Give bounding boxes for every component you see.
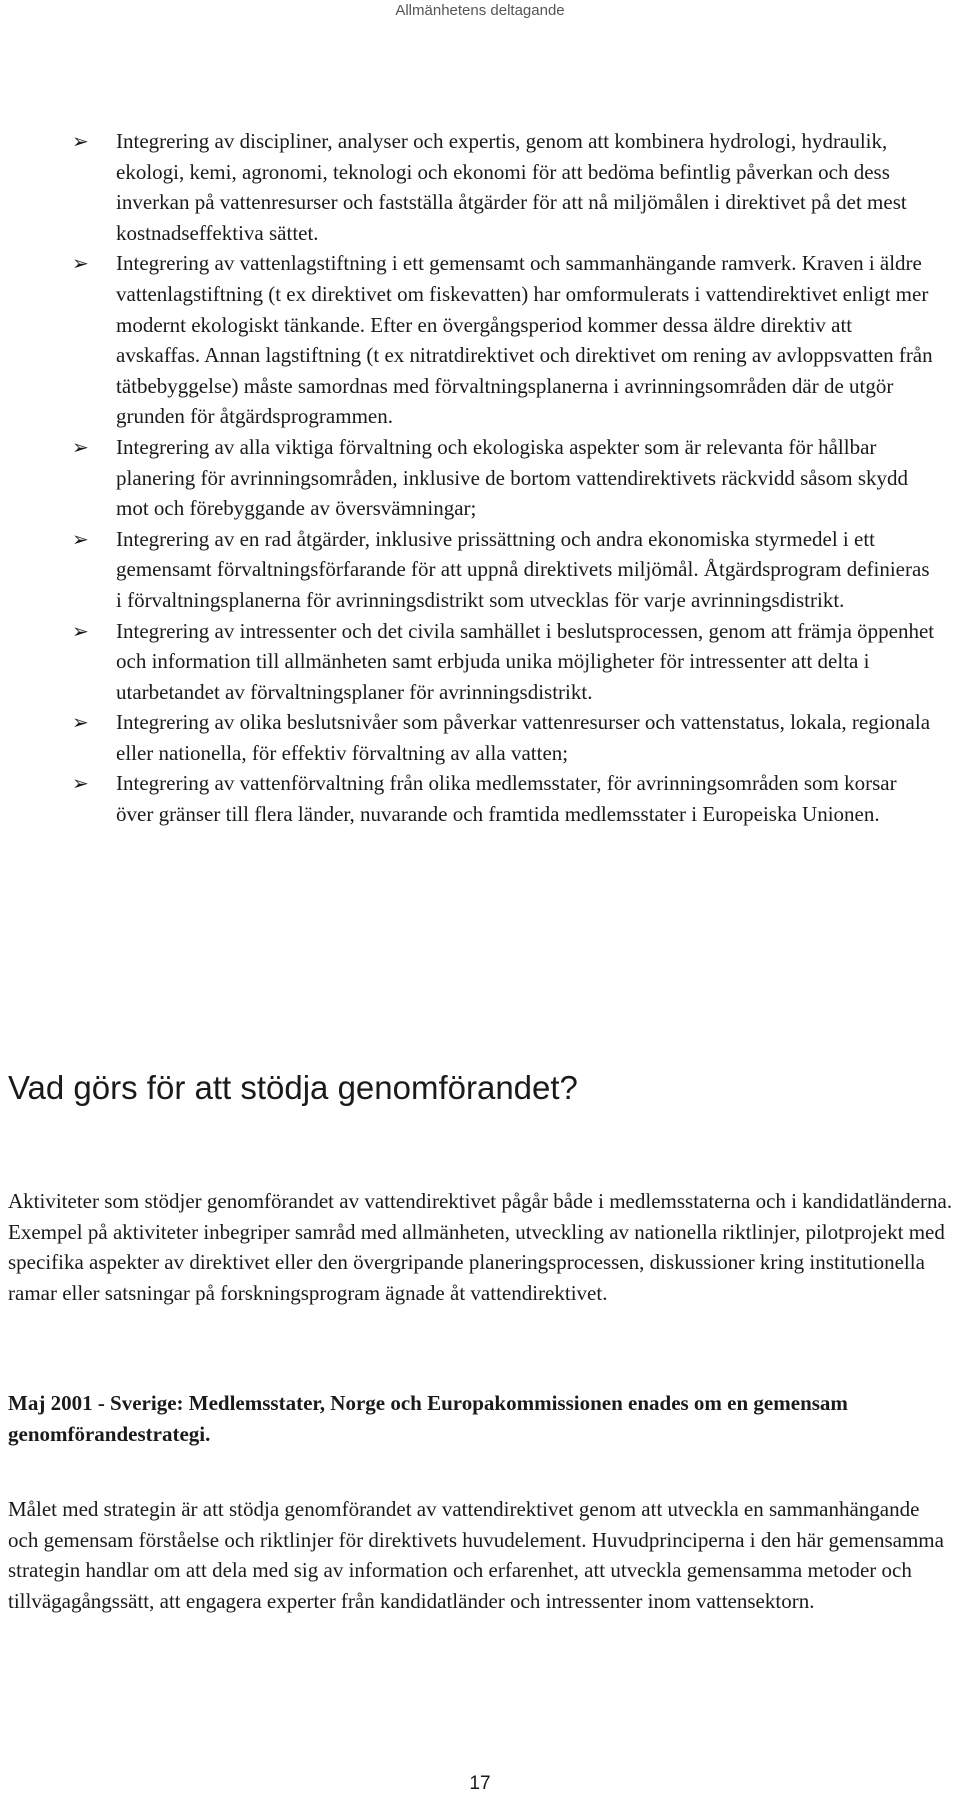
bullet-text: Integrering av vattenförvaltning från olika medlemsstater, för avrinningsområden som korsar över gränser till flera länder, nuvarande och framtida medlemsstater i Europeiska Unionen. xyxy=(116,771,897,827)
activities-paragraph: Aktiviteter som stödjer genomförandet av vattendirektivet pågår både i medlemsstaterna och i kandidatländerna. Exempel på aktiviteter inbegriper samråd med allmänheten, utveckling av nationella riktlinjer, pilotprojekt med specifika aspekter av direktivet eller den övergripande planeringsprocessen, diskussioner kring institutionella ramar eller satsningar på forskningsprogram ägnade åt vattendirektivet. xyxy=(8,1189,953,1305)
arrowhead-icon: ➢ xyxy=(72,129,89,153)
bullet-text: Integrering av vattenlagstiftning i ett gemensamt och sammanhängande ramverk. Kraven i äldre vattenlagstiftning (t ex direktivet om fiskevatten) har omformulerats i vattendirektivet enligt mer modernt ekologiskt tänkande. Efter en övergångsperiod kommer dessa äldre direktiv att avskaffas. Annan lagstiftning (t ex nitratdirektivet och direktivet om rening av avloppsvatten från tätbebyggelse) måste samordnas med förvaltningsplanerna i avrinningsområden där de utgör grunden för åtgärdsprogrammen. xyxy=(116,251,933,429)
bullet-text: Integrering av olika beslutsnivåer som påverkar vattenresurser och vattenstatus, lokala, regionala eller nationella, för effektiv förvaltning av alla vatten; xyxy=(116,710,931,765)
arrowhead-icon: ➢ xyxy=(72,526,89,551)
strategy-subheading: Maj 2001 - Sverige: Medlemsstater, Norge och Europakommissionen enades om en gemensam genomförandestrategi. xyxy=(8,1391,848,1446)
bullet-text: Integrering av discipliner, analyser och expertis, genom att kombinera hydrologi, hydraulik, ekologi, kemi, agronomi, teknologi och ekonomi för att bedöma befintlig påverkan och dess inverkan på vattenresurser och fastställa åtgärder för att nå miljömålen i direktivet på det mest kostnadseffektiva sättet. xyxy=(116,129,907,245)
arrowhead-icon: ➢ xyxy=(72,771,89,796)
running-header: Allmänhetens deltagande xyxy=(395,2,565,19)
bullet-item xyxy=(72,616,936,708)
page-number: 17 xyxy=(469,1773,491,1794)
bullet-item xyxy=(72,768,936,829)
arrowhead-icon: ➢ xyxy=(72,251,89,276)
arrowhead-icon: ➢ xyxy=(72,434,89,459)
bullet-item xyxy=(72,432,936,524)
strategy-paragraph: Målet med strategin är att stödja genomförandet av vattendirektivet genom att utveckla en sammanhängande och gemensam förståelse och riktlinjer för direktivets huvudelement. Huvudprinciperna i den här gemensamma strategin handlar om att dela med sig av information och erfarenhet, att utveckla gemensamma metoder och tillvägagångssätt, att engagera experter från kandidatländer och intressenter inom vattensektorn. xyxy=(8,1497,944,1613)
arrowhead-icon: ➢ xyxy=(72,710,89,735)
integration-bullet-list xyxy=(72,126,936,830)
bullet-item xyxy=(72,126,936,248)
bullet-text: Integrering av alla viktiga förvaltning och ekologiska aspekter som är relevanta för hållbar planering för avrinningsområden, inklusive de bortom vattendirektivets räckvidd såsom skydd mot och förebyggande av översvämningar; xyxy=(116,434,908,521)
bullet-text: Integrering av en rad åtgärder, inklusive prissättning och andra ekonomiska styrmedel i ett gemensamt förvaltningsförfarande för att uppnå direktivets miljömål. Åtgärdsprogram definieras i förvaltningsplanerna för avrinningsdistrikt som utvecklas för varje avrinningsdistrikt. xyxy=(116,526,930,612)
bullet-text: Integrering av intressenter och det civila samhället i beslutsprocessen, genom att främja öppenhet och information till allmänheten samt erbjuda unika möjligheter för intressenter att delta i utarbetandet av förvaltningsplaner för avrinningsdistrikt. xyxy=(116,618,935,704)
bullet-item xyxy=(72,248,936,432)
bullet-item xyxy=(72,707,936,768)
arrowhead-icon: ➢ xyxy=(72,618,89,643)
bullet-item xyxy=(72,524,936,616)
section-heading: Vad görs för att stödja genomförandet? xyxy=(8,1069,578,1106)
